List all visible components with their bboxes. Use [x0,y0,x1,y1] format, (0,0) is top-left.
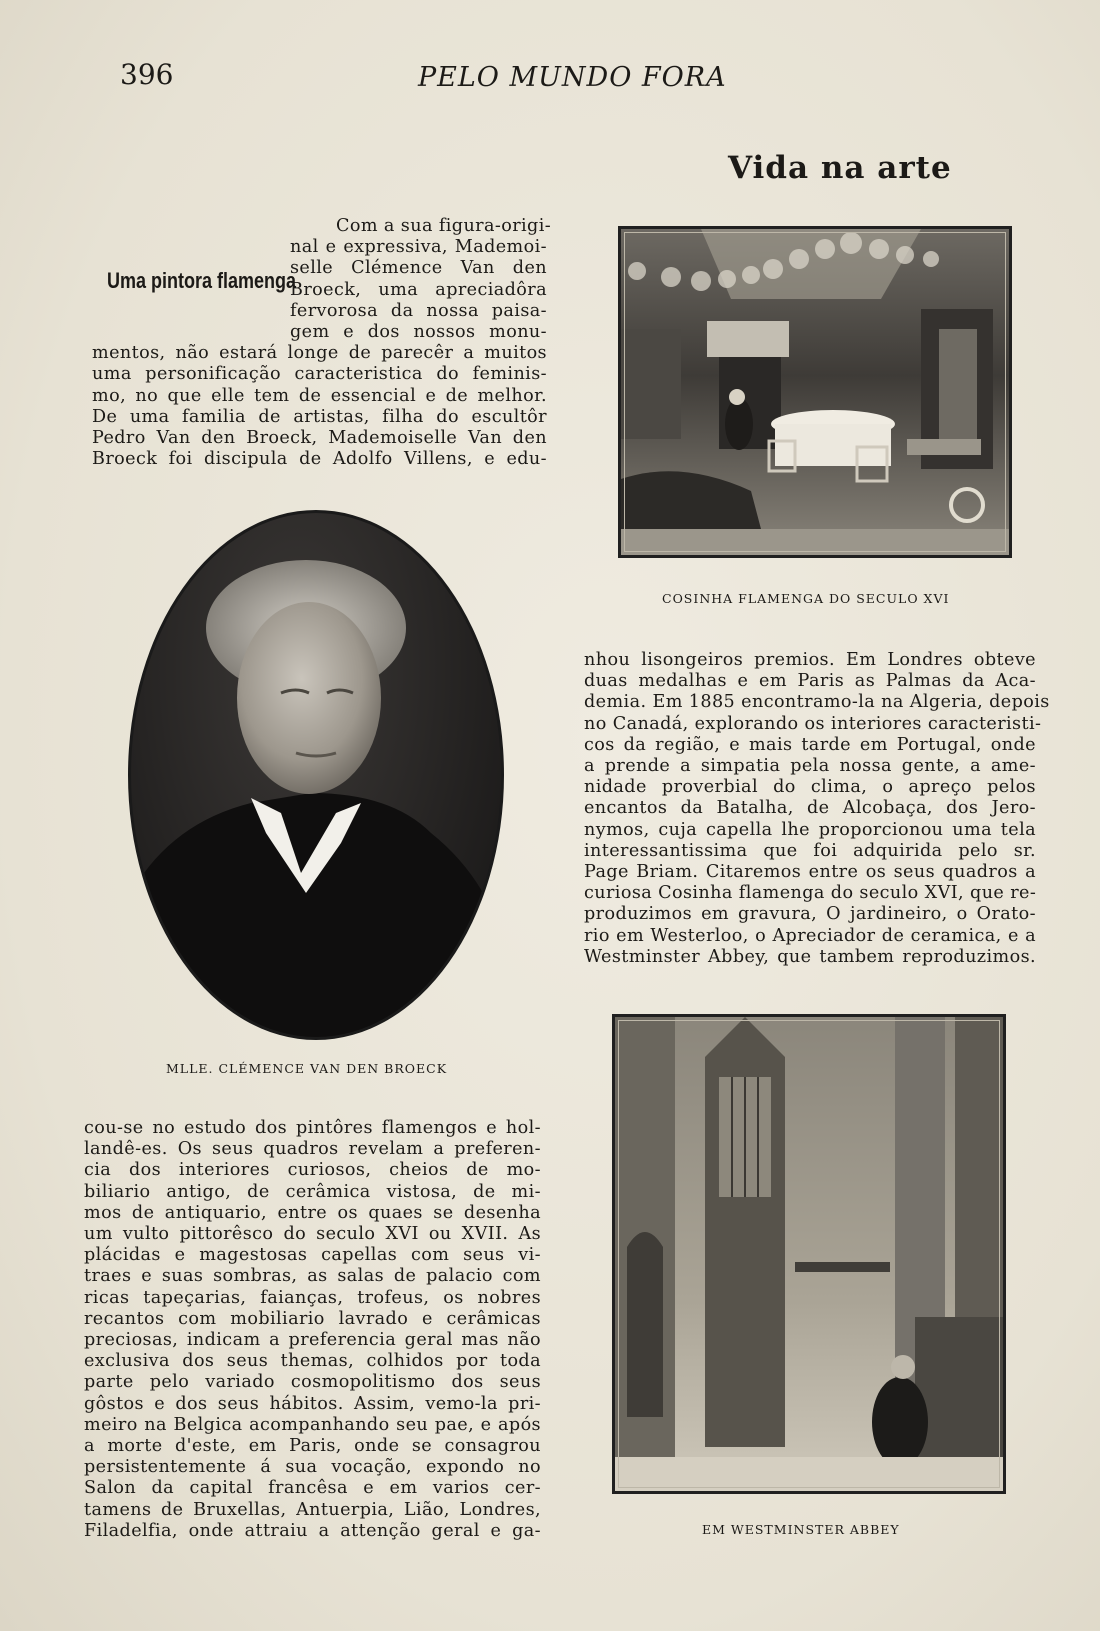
text-line: landê-es. Os seus quadros revelam a preferen- [84,1139,541,1160]
text-line: Broeck, uma apreciadôra [290,279,547,300]
text-line: um vulto pittorêsco do seculo XVI ou XVII. As [84,1224,541,1245]
text-line: mo, no que elle tem de essencial e de melhor. [92,385,547,406]
text-line: nal e expressiva, Mademoi- [290,237,547,258]
text-line: Page Briam. Citaremos entre os seus quadros a [584,862,1036,883]
text-line: uma personificação caracteristica do feminis- [92,364,547,385]
text-line: Com a sua figura-origi- [336,216,552,236]
article-text-intro [92,216,552,470]
text-line: Westminster Abbey, que tambem reproduzimos. [584,946,1036,967]
text-line: selle Clémence Van den [290,258,547,279]
abbey-caption: EM WESTMINSTER ABBEY [702,1522,900,1537]
text-line: duas medalhas e em Paris as Palmas da Aca- [584,671,1036,692]
text-line: nhou lisongeiros premios. Em Londres obteve [584,650,1036,670]
kitchen-painting-image [618,226,1012,558]
text-line: a prende a simpatia pela nossa gente, a ame- [584,756,1036,777]
article-text-continued [584,650,1050,968]
westminster-abbey-image [612,1014,1006,1494]
text-line: cos da região, e mais tarde em Portugal, onde [584,734,1036,755]
text-line: Filadelfia, onde attraiu a attenção geral e ga- [84,1520,541,1541]
text-line: cou-se no estudo dos pintôres flamengos e hol- [84,1118,541,1138]
text-line: encantos da Batalha, de Alcobaça, dos Jero- [584,798,1036,819]
portrait-caption: MLLE. CLÉMENCE VAN DEN BROECK [166,1061,448,1076]
text-line: nidade proverbial do clima, o apreço pelos [584,777,1036,798]
text-line: gem e dos nossos monu- [290,322,547,343]
text-line: persistentemente á sua vocação, expondo no [84,1457,541,1478]
text-line: mos de antiquario, entre os quaes se desenha [84,1202,541,1223]
kitchen-scene-graphic [621,229,1009,555]
text-line: plácidas e magestosas capellas com seus vi- [84,1245,541,1266]
text-line: gôstos e dos seus hábitos. Assim, vemo-la pri- [84,1393,541,1414]
page-number: 396 [120,58,174,91]
portrait-photograph [128,510,504,1040]
text-line: ricas tapeçarias, faianças, trofeus, os nobres [84,1287,541,1308]
text-line: mentos, não estará longe de parecêr a muitos [92,343,547,364]
text-line: Pedro Van den Broeck, Mademoiselle Van den [92,428,547,449]
text-line: Broeck foi discipula de Adolfo Villens, e edu- [92,449,547,470]
portrait-figure-graphic [131,513,501,1037]
text-line: fervorosa da nossa paisa- [290,300,547,321]
abbey-scene-graphic [615,1017,1003,1491]
text-line: a morte d'este, em Paris, onde se consagrou [84,1436,541,1457]
text-line: parte pelo variado cosmopolitismo dos seus [84,1372,541,1393]
text-line: demia. Em 1885 encontramo-la na Algeria, depois [584,692,1050,713]
text-line: De uma familia de artistas, filha do escultôr [92,406,547,427]
text-line: curiosa Cosinha flamenga do seculo XVI, que re- [584,883,1037,904]
text-line: nymos, cuja capella lhe proporcionou uma tela [584,819,1036,840]
text-line: rio em Westerloo, o Apreciador de ceramica, e a [584,925,1036,946]
section-title: Vida na arte [728,150,952,186]
text-line: no Canadá, explorando os interiores caracteristi- [584,713,1042,734]
text-line: cia dos interiores curiosos, cheios de mo- [84,1160,541,1181]
running-title: PELO MUNDO FORA [418,62,727,93]
text-line: preciosas, indicam a preferencia geral mas não [84,1330,541,1351]
text-line: tamens de Bruxellas, Antuerpia, Lião, Londres, [84,1499,541,1520]
side-heading: Uma pintora flamenga [107,268,297,293]
text-line: Salon da capital francêsa e em varios cer- [84,1478,541,1499]
text-line: biliario antigo, de cerâmica vistosa, de mi- [84,1181,541,1202]
text-line: recantos com mobiliario lavrado e cerâmicas [84,1308,541,1329]
text-line: traes e suas sombras, as salas de palacio com [84,1266,541,1287]
kitchen-caption: COSINHA FLAMENGA DO SECULO XVI [662,591,950,606]
text-line: exclusiva dos seus themas, colhidos por toda [84,1351,541,1372]
text-line: meiro na Belgica acompanhando seu pae, e após [84,1414,541,1435]
article-text-body [84,1118,541,1542]
text-line: interessantissima que foi adquirida pelo sr. [584,840,1036,861]
text-line: produzimos em gravura, O jardineiro, o Orato- [584,904,1036,925]
